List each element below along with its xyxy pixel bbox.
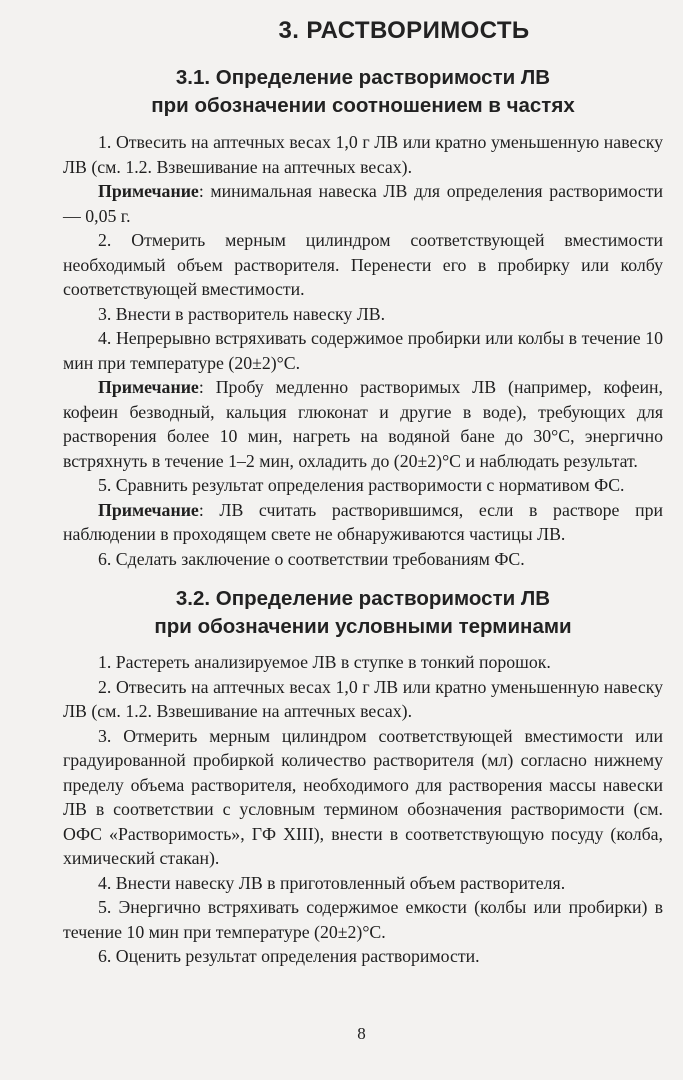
page-number: 8	[357, 1024, 366, 1043]
note-min-sample	[63, 179, 663, 228]
section-3-2-title	[63, 585, 663, 641]
section-3-1-title-line1: 3.1. Определение растворимости ЛВ	[175, 66, 551, 89]
step-4-shake: 4. Непрерывно встряхивать содержимое пробирки или колбы в течение 10 мин при температуре (20±2)°С.	[63, 328, 663, 373]
step-3-add-sample: 3. Внести в растворитель навеску ЛВ.	[98, 303, 386, 324]
step-6-evaluate: 6. Оценить результат определения растворимости.	[98, 946, 480, 966]
step-5-compare: 5. Сравнить результат определения растворимости с нормативом ФС.	[98, 475, 625, 495]
step-4-add-sample: 4. Внести навеску ЛВ в приготовленный объем растворителя.	[98, 872, 566, 893]
note-text: : ЛВ считать растворившимся, если в растворе при наблюдении в проходящем свете не обнаруживаются частицы ЛВ.	[63, 499, 663, 544]
section-3-2-title-line2: при обозначении условными терминами	[154, 615, 572, 638]
note-slow-dissolving	[63, 375, 663, 473]
note-text: : Пробу медленно растворимых ЛВ (например, кофеин, кофеин безводный, кальция глюконат и другие в воде), требующих для растворения более 10 мин, нагреть на водяной бане до 30°С, энергично встряхнуть в течение 1–2 мин, охладить до (20±2)°С и наблюдать результат.	[63, 377, 663, 471]
section-3-2-title-line1: 3.2. Определение растворимости ЛВ	[175, 587, 551, 610]
note-text: : минимальная навеска ЛВ для определения растворимости — 0,05 г.	[63, 181, 663, 226]
step-2-weigh: 2. Отвесить на аптечных весах 1,0 г ЛВ или кратно уменьшенную навеску ЛВ (см. 1.2. Взвешивание на аптечных весах).	[63, 676, 663, 721]
note-label: Примечание	[98, 181, 199, 201]
step-6-conclusion: 6. Сделать заключение о соответствии требованиям ФС.	[98, 548, 525, 569]
note-label: Примечание	[98, 377, 199, 397]
section-3-1-title	[63, 64, 663, 120]
step-5-shake: 5. Энергично встряхивать содержимое емкости (колбы или пробирки) в течение 10 мин при температуре (20±2)°С.	[63, 897, 663, 942]
step-1-grind: 1. Растереть анализируемое ЛВ в ступке в тонкий порошок.	[98, 652, 551, 672]
step-1-weigh: 1. Отвесить на аптечных весах 1,0 г ЛВ или кратно уменьшенную навеску ЛВ (см. 1.2. Взвешивание на аптечных весах).	[63, 132, 663, 177]
step-2-measure-solvent: 2. Отмерить мерным цилиндром соответствующей вместимости необходимый объем растворителя. Перенести его в пробирку или колбу соответствующей вместимости.	[63, 230, 663, 299]
note-dissolved-criteria	[63, 498, 663, 547]
section-3-1-title-line2: при обозначении соотношением в частях	[151, 94, 575, 117]
step-3-measure-solvent: 3. Отмерить мерным цилиндром соответствующей вместимости или градуированной пробиркой количество растворителя (мл) согласно нижнему пределу объема растворителя, необходимого для растворения массы навески ЛВ в соответствии с условным термином обозначения растворимости (см. ОФС «Растворимость», ГФ XIII), внести в соответствующую посуду (колба, химический стакан).	[63, 725, 663, 868]
chapter-title: 3. РАСТВОРИМОСТЬ	[278, 17, 530, 44]
note-label: Примечание	[98, 499, 199, 520]
